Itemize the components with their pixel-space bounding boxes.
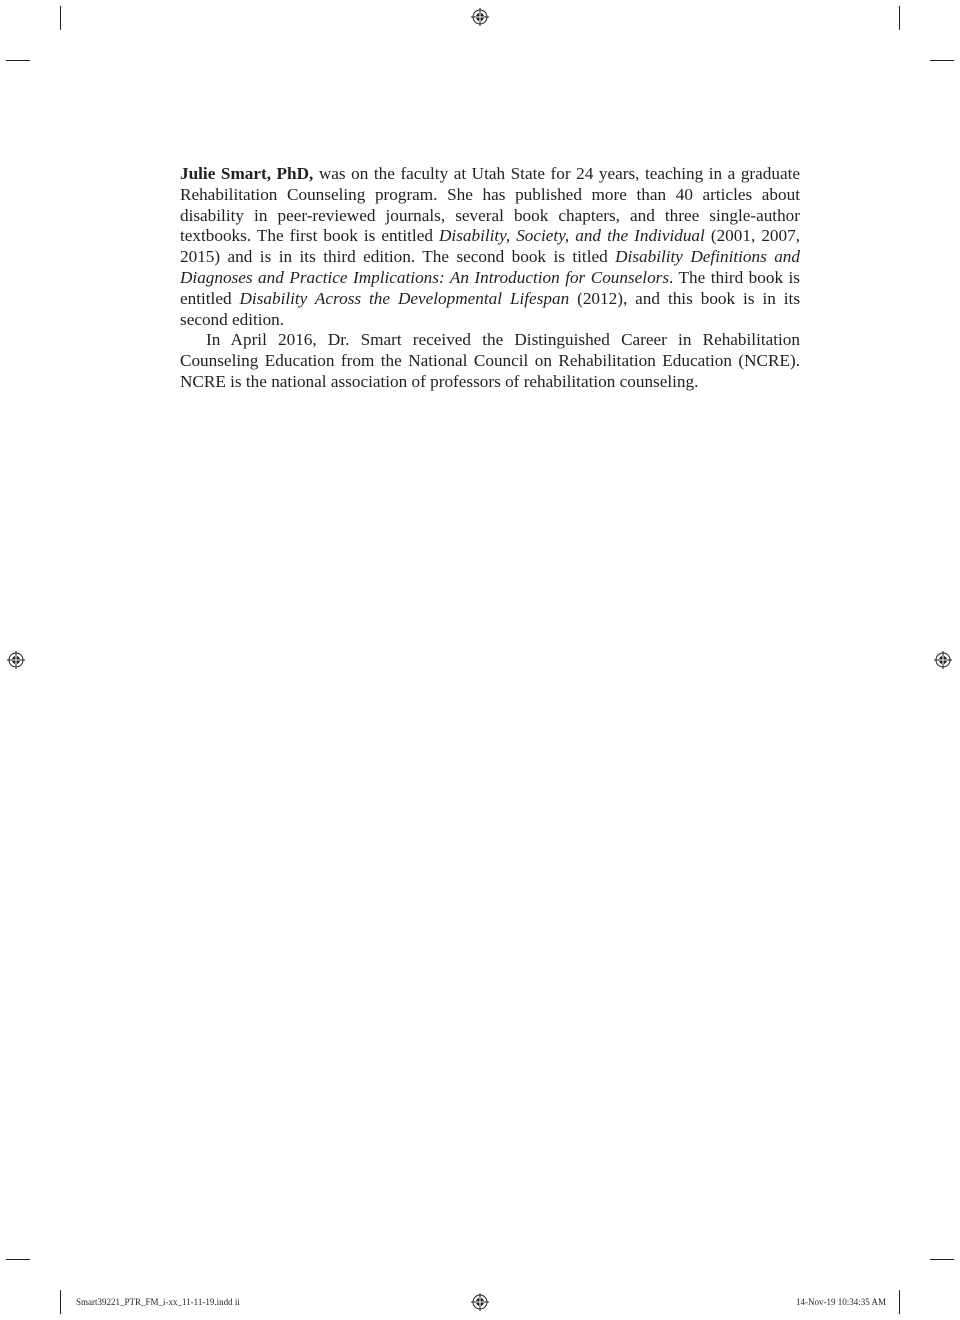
crop-mark-bottom-left-vertical — [60, 1290, 61, 1314]
crop-mark-bottom-left-horizontal — [6, 1259, 30, 1260]
author-name: Julie Smart, PhD, — [180, 164, 314, 183]
crop-mark-top-left-vertical — [60, 6, 61, 30]
book-title-1: Disability, Society, and the Individual — [439, 226, 705, 246]
crop-mark-bottom-right-vertical — [899, 1290, 900, 1314]
slug-timestamp: 14-Nov-19 10:34:35 AM — [796, 1297, 886, 1307]
crop-mark-bottom-right-horizontal — [930, 1259, 954, 1260]
crop-mark-top-right-horizontal — [930, 60, 954, 61]
book-title-2: Disability Definitions and Diagnoses and Practice Implications: An Introduction for Counselors — [180, 247, 800, 287]
registration-mark-icon — [7, 651, 25, 669]
book-title-3: Disability Across the Developmental Lifespan — [239, 288, 570, 308]
bio-text-4: (2012), and this book is in its second edition. — [180, 288, 801, 329]
bio-text-3: . The third book is entitled — [180, 267, 800, 308]
bio-text-1: was on the faculty at Utah State for 24 years, teaching in a graduate Rehabilitation Counseling program. She has published more than 40 articles about disability in peer-reviewed journals, several book chapters, and three single-author textbooks. The first book is entitled — [180, 164, 801, 246]
registration-mark-icon — [471, 1293, 489, 1311]
bio-paragraph-2: In April 2016, Dr. Smart received the Distinguished Career in Rehabilitation Counseling Education from the National Council on Rehabilitation Education (NCRE). NCRE is the national association of professors of rehabilitation counseling. — [180, 330, 800, 391]
author-bio — [180, 164, 800, 393]
bio-paragraph-1 — [180, 164, 800, 330]
crop-mark-top-left-horizontal — [6, 60, 30, 61]
bio-text-2: (2001, 2007, 2015) and is in its third edition. The second book is titled — [180, 226, 800, 267]
registration-mark-icon — [471, 8, 489, 26]
registration-mark-icon — [934, 651, 952, 669]
crop-mark-top-right-vertical — [899, 6, 900, 30]
slug-filename: Smart39221_PTR_FM_i-xx_11-11-19.indd ii — [76, 1297, 240, 1307]
